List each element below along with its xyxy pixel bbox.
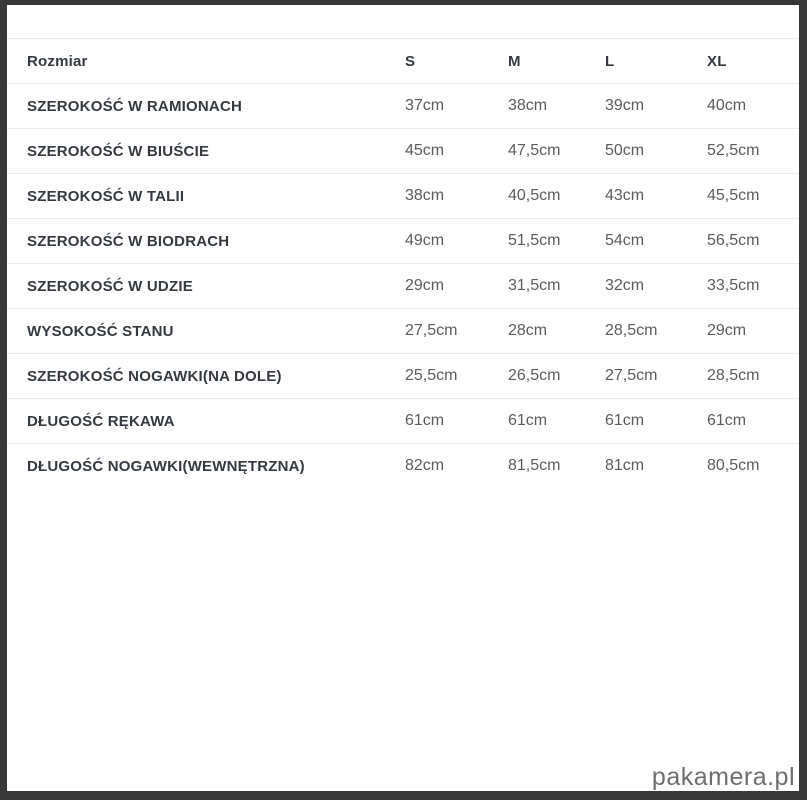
row-value: 82cm (405, 457, 445, 475)
column-header-l: L (605, 52, 615, 70)
row-value: 37cm (405, 97, 445, 114)
row-label: WYSOKOŚĆ STANU (27, 322, 174, 340)
row-value: 81cm (605, 457, 645, 475)
row-value: 56,5cm (707, 232, 760, 249)
row-label: DŁUGOŚĆ RĘKAWA (27, 412, 175, 430)
row-value: 61cm (508, 412, 548, 429)
row-value: 61cm (707, 412, 747, 429)
row-value: 38cm (508, 97, 548, 114)
row-value: 29cm (707, 322, 747, 339)
row-label: SZEROKOŚĆ W UDZIE (27, 277, 193, 295)
table-row (7, 174, 799, 219)
size-table (7, 38, 799, 489)
column-header-rozmiar: Rozmiar (27, 52, 88, 70)
row-value: 40,5cm (508, 187, 561, 204)
row-value: 45cm (405, 142, 445, 159)
table-row (7, 354, 799, 399)
row-value: 25,5cm (405, 367, 458, 384)
row-value: 47,5cm (508, 142, 561, 159)
row-value: 52,5cm (707, 142, 760, 159)
row-label: SZEROKOŚĆ W TALII (27, 187, 185, 205)
row-value: 28,5cm (707, 367, 760, 384)
table-row (7, 219, 799, 264)
size-table-header (7, 39, 799, 84)
row-value: 40cm (707, 97, 747, 114)
row-value: 54cm (605, 232, 645, 249)
row-value: 33,5cm (707, 277, 760, 294)
table-row (7, 309, 799, 354)
row-value: 39cm (605, 97, 645, 114)
header-row (7, 39, 799, 84)
table-row (7, 444, 799, 489)
row-label: DŁUGOŚĆ NOGAWKI(WEWNĘTRZNA) (27, 457, 305, 475)
table-row (7, 264, 799, 309)
column-header-s: S (405, 52, 416, 70)
column-header-m: M (508, 52, 521, 70)
table-row (7, 129, 799, 174)
row-value: 28,5cm (605, 322, 658, 339)
row-label: SZEROKOŚĆ W BIUŚCIE (27, 142, 210, 160)
row-value: 61cm (605, 412, 645, 429)
row-value: 31,5cm (508, 277, 561, 294)
row-value: 81,5cm (508, 457, 561, 475)
row-value: 32cm (605, 277, 645, 294)
row-label: SZEROKOŚĆ NOGAWKI(NA DOLE) (27, 367, 282, 385)
table-row (7, 84, 799, 129)
size-table-body (7, 84, 799, 489)
row-value: 51,5cm (508, 232, 561, 249)
row-value: 27,5cm (405, 322, 458, 339)
row-value: 28cm (508, 322, 548, 339)
row-value: 80,5cm (707, 457, 760, 475)
row-value: 43cm (605, 187, 645, 204)
column-header-xl: XL (707, 52, 727, 70)
row-value: 50cm (605, 142, 645, 159)
row-label: SZEROKOŚĆ W BIODRACH (27, 232, 230, 250)
row-value: 26,5cm (508, 367, 561, 384)
row-value: 45,5cm (707, 187, 760, 204)
row-label: SZEROKOŚĆ W RAMIONACH (27, 97, 243, 115)
row-value: 29cm (405, 277, 445, 294)
table-row (7, 399, 799, 444)
row-value: 27,5cm (605, 367, 658, 384)
pakamera-logo: pakamera.pl (651, 763, 795, 791)
row-value: 61cm (405, 412, 445, 429)
row-value: 38cm (405, 187, 445, 204)
row-value: 49cm (405, 232, 445, 249)
